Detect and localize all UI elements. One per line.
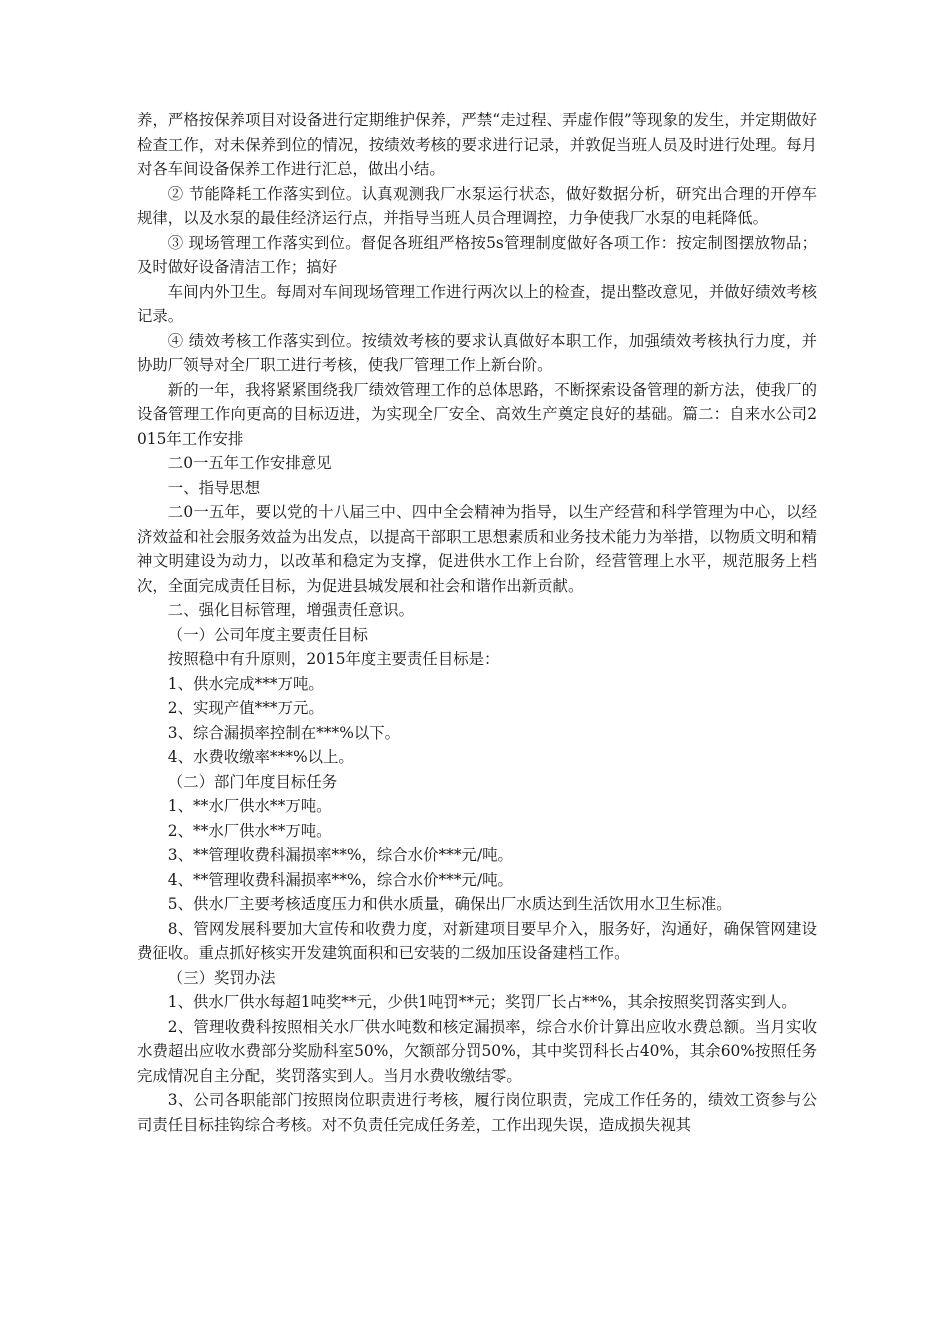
section-heading: 一、指导思想	[167, 478, 261, 497]
paragraph: 新的一年，我将紧紧围绕我厂绩效管理工作的总体思路，不断探索设备管理的新方法，使我厂的设备管理工作向更高的目标迈进，为实现全厂安全、高效生产奠定良好的基础。篇二：自来水公司2015年工作安排	[137, 380, 817, 448]
list-item: 1、供水完成***万吨。	[167, 674, 324, 693]
paragraph: 二0一五年，要以党的十八届三中、四中全会精神为指导，以生产经营和科学管理为中心，以经济效益和社会服务效益为出发点，以提高干部职工思想素质和业务技术能力为举措，以物质文明和精神文明建设为动力，以改革和稳定为支撑，促进供水工作上台阶，经营管理上水平，规范服务上档次，全面完成责任目标，为促进县城发展和社会和谐作出新贡献。	[137, 503, 817, 595]
paragraph: ④ 绩效考核工作落实到位。按绩效考核的要求认真做好本职工作，加强绩效考核执行力度，并协助厂领导对全厂职工进行考核，使我厂管理工作上新台阶。	[137, 331, 817, 374]
list-item: 2、管理收费科按照相关水厂供水吨数和核定漏损率，综合水价计算出应收水费总额。当月实收水费超出应收水费部分奖励科室50%，欠额部分罚50%，其中奖罚科长占40%，其余60%按照任务完成情况自主分配，奖罚落实到人。当月水费收缴结零。	[137, 1017, 817, 1085]
list-item: 4、**管理收费科漏损率**%，综合水价***元/吨。	[167, 870, 513, 889]
list-item: 3、**管理收费科漏损率**%，综合水价***元/吨。	[167, 846, 513, 864]
list-item: 1、供水厂供水每超1吨奖**元，少供1吨罚**元；奖罚厂长占**%，其余按照奖罚落实到人。	[167, 993, 797, 1011]
paragraph: ② 节能降耗工作落实到位。认真观测我厂水泵运行状态，做好数据分析，研究出合理的开停车规律，以及水泵的最佳经济运行点，并指导当班人员合理调控，力争使我厂水泵的电耗降低。	[137, 184, 817, 227]
list-item: 3、综合漏损率控制在***%以下。	[167, 723, 400, 742]
subsection-heading: （一）公司年度主要责任目标	[167, 625, 368, 644]
subsection-heading: （三）奖罚办法	[167, 968, 276, 987]
list-item: 5、供水厂主要考核适度压力和供水质量，确保出厂水质达到生活饮用水卫生标准。	[167, 895, 732, 913]
list-item: 8、管网发展科要加大宣传和收费力度，对新建项目要早介入，服务好，沟通好，确保管网建设费征收。重点抓好核实开发建筑面积和已安装的二级加压设备建档工作。	[137, 919, 817, 962]
list-item: 2、实现产值***万元。	[167, 699, 324, 717]
list-item: 4、水费收缴率***%以上。	[167, 748, 354, 766]
subsection-heading: （二）部门年度目标任务	[167, 772, 338, 791]
section-title: 二0一五年工作安排意见	[167, 454, 332, 472]
document-body	[137, 108, 817, 1137]
section-heading: 二、强化目标管理，增强责任意识。	[167, 601, 415, 619]
paragraph: 养，严格按保养项目对设备进行定期维护保养，严禁“走过程、弄虚作假”等现象的发生，并定期做好检查工作，对未保养到位的情况，按绩效考核的要求进行记录，并敦促当班人员及时进行处理。每月对各车间设备保养工作进行汇总，做出小结。	[137, 111, 817, 178]
paragraph: 按照稳中有升原则，2015年度主要责任目标是：	[167, 650, 500, 668]
list-item: 3、公司各职能部门按照岗位职责进行考核，履行岗位职责，完成工作任务的，绩效工资参与公司责任目标挂钩综合考核。对不负责任完成任务差，工作出现失误，造成损失视其	[137, 1091, 817, 1134]
list-item: 2、**水厂供水**万吨。	[167, 821, 332, 840]
paragraph: 车间内外卫生。每周对车间现场管理工作进行两次以上的检查，提出整改意见，并做好绩效考核记录。	[137, 282, 817, 325]
list-item: 1、**水厂供水**万吨。	[167, 797, 332, 815]
paragraph: ③ 现场管理工作落实到位。督促各班组严格按5s管理制度做好各项工作：按定制图摆放物品；及时做好设备清洁工作；搞好	[137, 233, 817, 276]
